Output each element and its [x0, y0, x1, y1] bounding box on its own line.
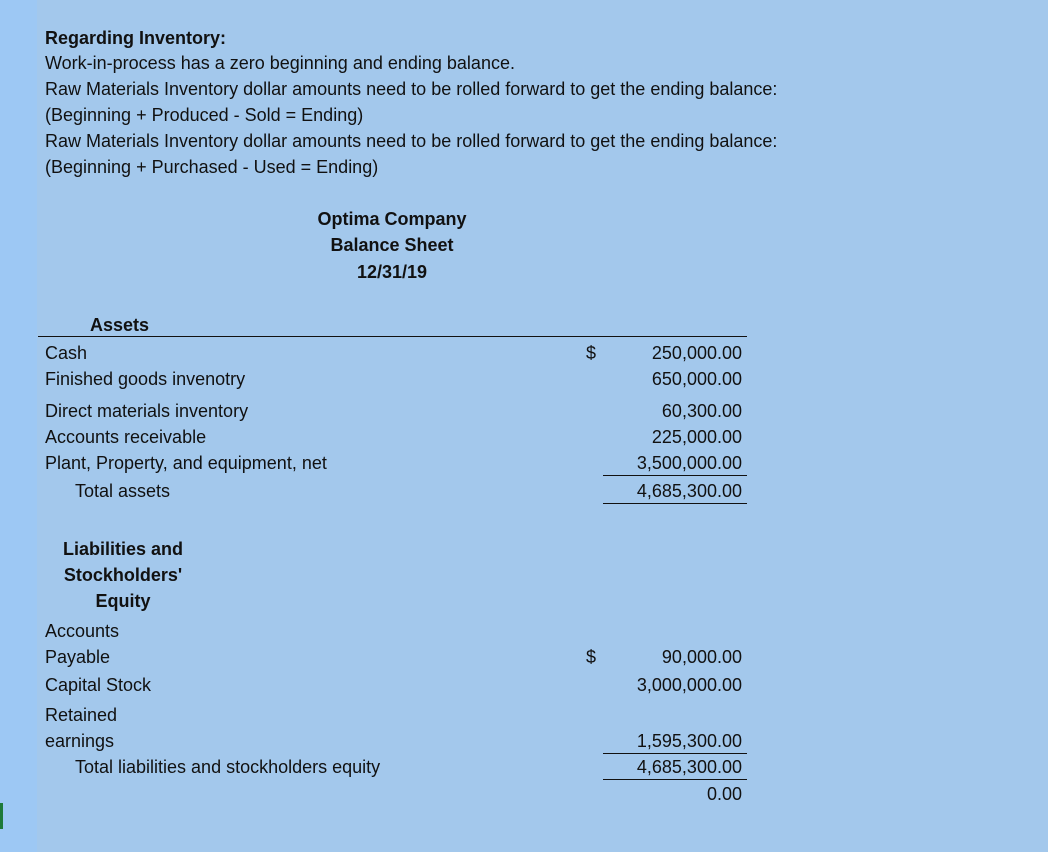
assets-top-rule	[38, 336, 747, 337]
note-line-3: (Beginning + Produced - Sold = Ending)	[45, 105, 364, 125]
accounts-payable-currency: $	[586, 647, 597, 667]
notes-heading: Regarding Inventory:	[45, 28, 227, 48]
total-liabilities-label: Total liabilities and stockholders equity	[75, 757, 381, 777]
finished-goods-value: 650,000.00	[651, 369, 742, 389]
total-assets-label: Total assets	[75, 481, 171, 501]
balance-check-value: 0.00	[706, 784, 742, 804]
retained-earnings-label-2: earnings	[45, 731, 115, 751]
retained-earnings-label-1: Retained	[45, 705, 118, 725]
note-line-5: (Beginning + Purchased - Used = Ending)	[45, 157, 379, 177]
accounts-payable-label-2: Payable	[45, 647, 111, 667]
ppe-label: Plant, Property, and equipment, net	[45, 453, 327, 473]
accounts-receivable-label: Accounts receivable	[45, 427, 207, 447]
note-line-1: Work-in-process has a zero beginning and ending balance.	[45, 53, 515, 73]
note-line-2: Raw Materials Inventory dollar amounts need to be rolled forward to get the ending balance:	[45, 79, 778, 99]
ppe-underline	[603, 475, 747, 476]
retained-earnings-underline	[603, 753, 747, 754]
total-liabilities-value: 4,685,300.00	[636, 757, 742, 777]
liabilities-heading-2: Stockholders'	[63, 565, 183, 585]
total-assets-underline	[603, 503, 747, 504]
liabilities-heading-1: Liabilities and	[62, 539, 184, 559]
note-line-4: Raw Materials Inventory dollar amounts need to be rolled forward to get the ending balance:	[45, 131, 778, 151]
company-name: Optima Company	[317, 209, 467, 229]
liabilities-heading-3: Equity	[95, 591, 151, 611]
cash-value: 250,000.00	[651, 343, 742, 363]
finished-goods-label: Finished goods invenotry	[45, 369, 246, 389]
cash-currency: $	[586, 343, 597, 363]
capital-stock-label: Capital Stock	[45, 675, 152, 695]
accounts-payable-value: 90,000.00	[661, 647, 742, 667]
row-header-strip	[0, 0, 37, 852]
accounts-receivable-value: 225,000.00	[651, 427, 742, 447]
capital-stock-value: 3,000,000.00	[636, 675, 742, 695]
direct-materials-label: Direct materials inventory	[45, 401, 249, 421]
statement-title: Balance Sheet	[330, 235, 454, 255]
ppe-value: 3,500,000.00	[636, 453, 742, 473]
statement-date: 12/31/19	[356, 262, 428, 282]
accounts-payable-label-1: Accounts	[45, 621, 120, 641]
cash-label: Cash	[45, 343, 88, 363]
retained-earnings-value: 1,595,300.00	[636, 731, 742, 751]
total-liabilities-underline	[603, 779, 747, 780]
direct-materials-value: 60,300.00	[661, 401, 742, 421]
cell-selection-marker	[0, 803, 3, 829]
assets-heading: Assets	[90, 315, 150, 335]
total-assets-value: 4,685,300.00	[636, 481, 742, 501]
